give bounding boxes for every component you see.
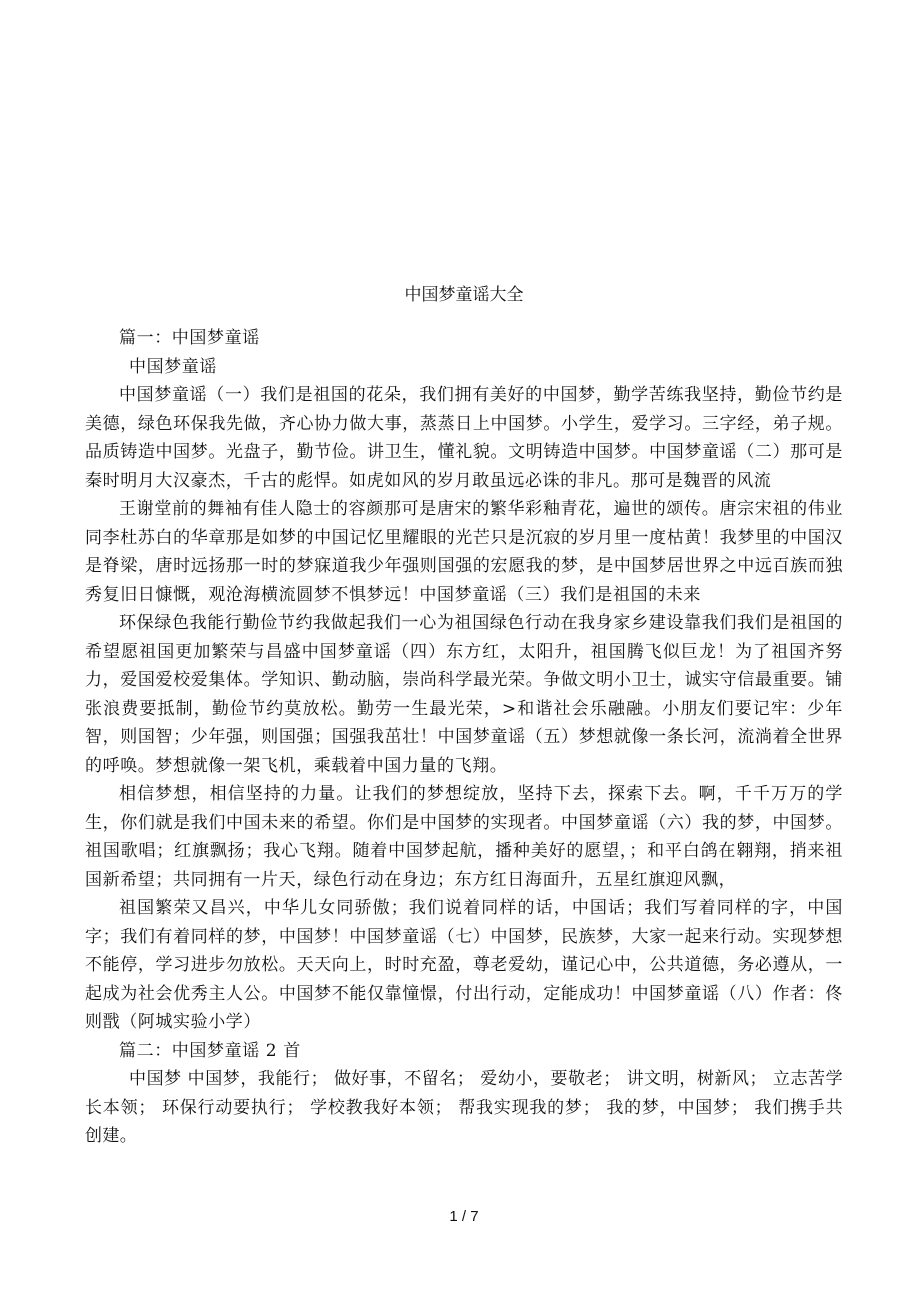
page-indicator: 1 / 7 [449, 1208, 479, 1225]
body-paragraph: 中国梦童谣（一）我们是祖国的花朵，我们拥有美好的中国梦，勤学苦练我坚持，勤俭节约是美德，绿色环保我先做，齐心协力做大事，蒸蒸日上中国梦。小学生，爱学习。三字经，弟子规。品质铸造中国梦。光盘子，勤节俭。讲卫生，懂礼貌。文明铸造中国梦。中国梦童谣（二）那可是秦时明月大汉豪杰，千古的彪悍。如虎如风的岁月敢虽远必诛的非凡。那可是魏晋的风流 [85, 385, 843, 491]
subsection-heading: 中国梦童谣 [129, 356, 217, 377]
body-paragraph: 环保绿色我能行勤俭节约我做起我们一心为祖国绿色行动在我身家乡建设靠我们我们是祖国的希望愿祖国更加繁荣与昌盛中国梦童谣（四）东方红，太阳升，祖国腾飞似巨龙！为了祖国齐努力，爱国爱校爱集体。学知识、勤动脑，崇尚科学最光荣。争做文明小卫士，诚实守信最重要。铺张浪费要抵制，勤俭节约莫放松。勤劳一生最光荣，>和谐社会乐融融。小朋友们要记牢：少年智，则国智；少年强，则国强；国强我茁壮！中国梦童谣（五）梦想就像一条长河，流淌着全世界的呼唤。梦想就像一架飞机，乘载着中国力量的飞翔。 [85, 613, 843, 776]
poem-paragraph: 中国梦 中国梦，我能行； 做好事，不留名； 爱幼小，要敬老； 讲文明，树新风； 立志苦学长本领； 环保行动要执行； 学校教我好本领； 帮我实现我的梦； 我的梦，中国梦； 我们携手共创建。 [85, 1069, 843, 1146]
document-page [85, 0, 843, 1302]
document-body [85, 324, 843, 1151]
section-heading-1: 篇一：中国梦童谣 [119, 328, 260, 348]
body-paragraph: 相信梦想，相信坚持的力量。让我们的梦想绽放，坚持下去，探索下去。啊，千千万万的学生，你们就是我们中国未来的希望。你们是中国梦的实现者。中国梦童谣（六）我的梦，中国梦。祖国歌唱；红旗飘扬；我心飞翔。随着中国梦起航，播种美好的愿望，；和平白鸽在翱翔，捎来祖国新希望；共同拥有一片天，绿色行动在身边；东方红日海面升，五星红旗迎风飘， [85, 784, 843, 890]
document-title: 中国梦童谣大全 [404, 285, 524, 305]
section-heading-2: 篇二：中国梦童谣 2 首 [119, 1040, 301, 1061]
body-paragraph: 祖国繁荣又昌兴，中华儿女同骄傲；我们说着同样的话，中国话；我们写着同样的字，中国字；我们有着同样的梦，中国梦！中国梦童谣（七）中国梦，民族梦，大家一起来行动。实现梦想不能停，学习进步勿放松。天天向上，时时充盈，尊老爱幼，谨记心中，公共道德，务必遵从，一起成为社会优秀主人公。中国梦不能仅靠憧憬，付出行动，定能成功！中国梦童谣（八）作者：佟则戬（阿城实验小学） [85, 898, 843, 1032]
body-paragraph: 王谢堂前的舞袖有佳人隐士的容颜那可是唐宋的繁华彩釉青花，遍世的颂传。唐宗宋祖的伟业同李杜苏白的华章那是如梦的中国记忆里耀眼的光芒只是沉寂的岁月里一度枯黄！我梦里的中国汉是脊梁，唐时远扬那一时的梦寐道我少年强则国强的宏愿我的梦，是中国梦居世界之中远百族而独秀复旧日慷慨，观沧海横流圆梦不惧梦远！中国梦童谣（三）我们是祖国的未来 [85, 499, 843, 605]
